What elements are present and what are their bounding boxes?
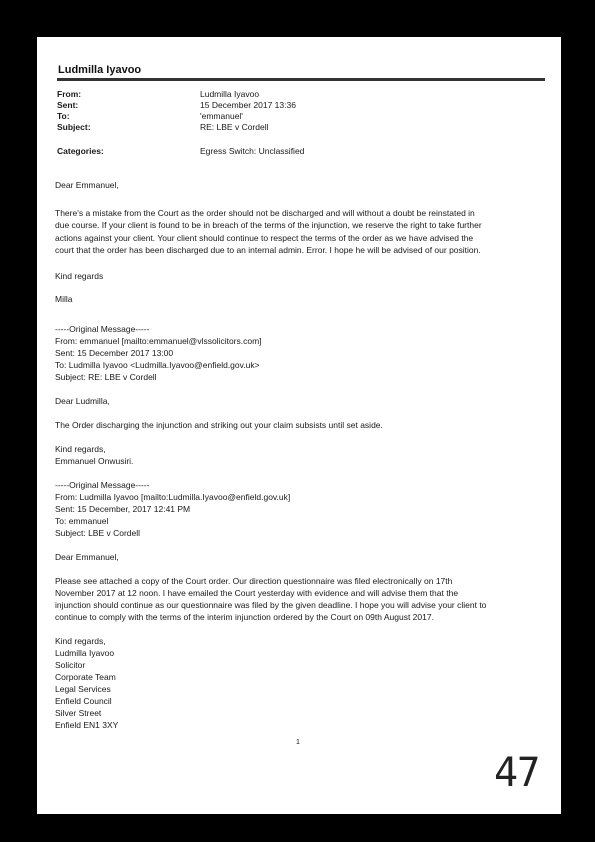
- meta-from-label: From:: [57, 89, 82, 99]
- categories-label: Categories:: [57, 146, 104, 156]
- original1-body: The Order discharging the injunction and striking out your claim subsists until set aside.: [55, 420, 383, 430]
- sender-name-heading: Ludmilla Iyavoo: [58, 64, 142, 76]
- document-page: [37, 37, 561, 814]
- signature-line: Solicitor: [55, 660, 86, 670]
- original1-greeting: Dear Ludmilla,: [55, 396, 110, 406]
- original2-greeting: Dear Emmanuel,: [55, 552, 119, 562]
- reply-body-line: court that the order has been discharged due to an internal admin. Error. I hope he will be advised of our position.: [55, 245, 481, 255]
- original1-subject: Subject: RE: LBE v Cordell: [55, 372, 157, 382]
- original1-sent: Sent: 15 December 2017 13:00: [55, 348, 174, 358]
- original2-subject: Subject: LBE v Cordell: [55, 528, 141, 538]
- original2-body-line: injunction should continue as our questionnaire was filed by the given deadline. I hope you will advise your client to: [55, 600, 487, 610]
- original1-from: From: emmanuel [mailto:emmanuel@vlssolicitors.com]: [55, 336, 262, 346]
- original1-closing: Kind regards,: [55, 444, 106, 454]
- meta-to-label: To:: [57, 111, 70, 121]
- meta-subject-value: RE: LBE v Cordell: [200, 122, 269, 132]
- original1-signature: Emmanuel Onwusiri.: [55, 456, 134, 466]
- original2-from: From: Ludmilla Iyavoo [mailto:Ludmilla.Iyavoo@enfield.gov.uk]: [55, 492, 291, 502]
- header-rule: [57, 78, 545, 81]
- reply-body-line: There's a mistake from the Court as the order should not be discharged and will without a doubt be reinstated in: [55, 208, 475, 218]
- original2-to: To: emmanuel: [55, 516, 109, 526]
- reply-body-line: due course. If your client is found to be in breach of the terms of the injunction, we reserve the right to take further: [55, 220, 482, 230]
- meta-sent-label: Sent:: [57, 100, 79, 110]
- signature-line: Legal Services: [55, 684, 111, 694]
- signature-line: Silver Street: [55, 708, 102, 718]
- page-number: 1: [296, 739, 300, 746]
- meta-from-value: Ludmilla Iyavoo: [200, 89, 260, 99]
- original2-body-line: Please see attached a copy of the Court order. Our direction questionnaire was filed electronically on 17th: [55, 576, 453, 586]
- reply-body-line: actions against your client. Your client should continue to respect the terms of the order as we have advised the: [55, 233, 474, 243]
- reply-signature: Milla: [55, 294, 73, 304]
- signature-line: Enfield Council: [55, 696, 112, 706]
- signature-line: Enfield EN1 3XY: [55, 720, 119, 730]
- reply-closing: Kind regards: [55, 271, 104, 281]
- meta-subject-label: Subject:: [57, 122, 91, 132]
- original-message-marker: -----Original Message-----: [55, 480, 150, 490]
- signature-line: Corporate Team: [55, 672, 116, 682]
- original2-body-line: November 2017 at 12 noon. I have emailed the Court yesterday with evidence and will advise them that the: [55, 588, 459, 598]
- original2-closing: Kind regards,: [55, 636, 106, 646]
- handwritten-page-number: 47: [494, 750, 539, 796]
- categories-value: Egress Switch: Unclassified: [200, 146, 305, 156]
- original2-body-line: continue to comply with the terms of the interim injunction ordered by the Court on 09th August 2017.: [55, 612, 434, 622]
- original1-to: To: Ludmilla Iyavoo <Ludmilla.Iyavoo@enfield.gov.uk>: [55, 360, 260, 370]
- signature-line: Ludmilla Iyavoo: [55, 648, 115, 658]
- meta-sent-value: 15 December 2017 13:36: [200, 100, 296, 110]
- original2-sent: Sent: 15 December, 2017 12:41 PM: [55, 504, 191, 514]
- original-message-marker: -----Original Message-----: [55, 324, 150, 334]
- reply-greeting: Dear Emmanuel,: [55, 180, 119, 190]
- meta-to-value: 'emmanuel': [200, 111, 243, 121]
